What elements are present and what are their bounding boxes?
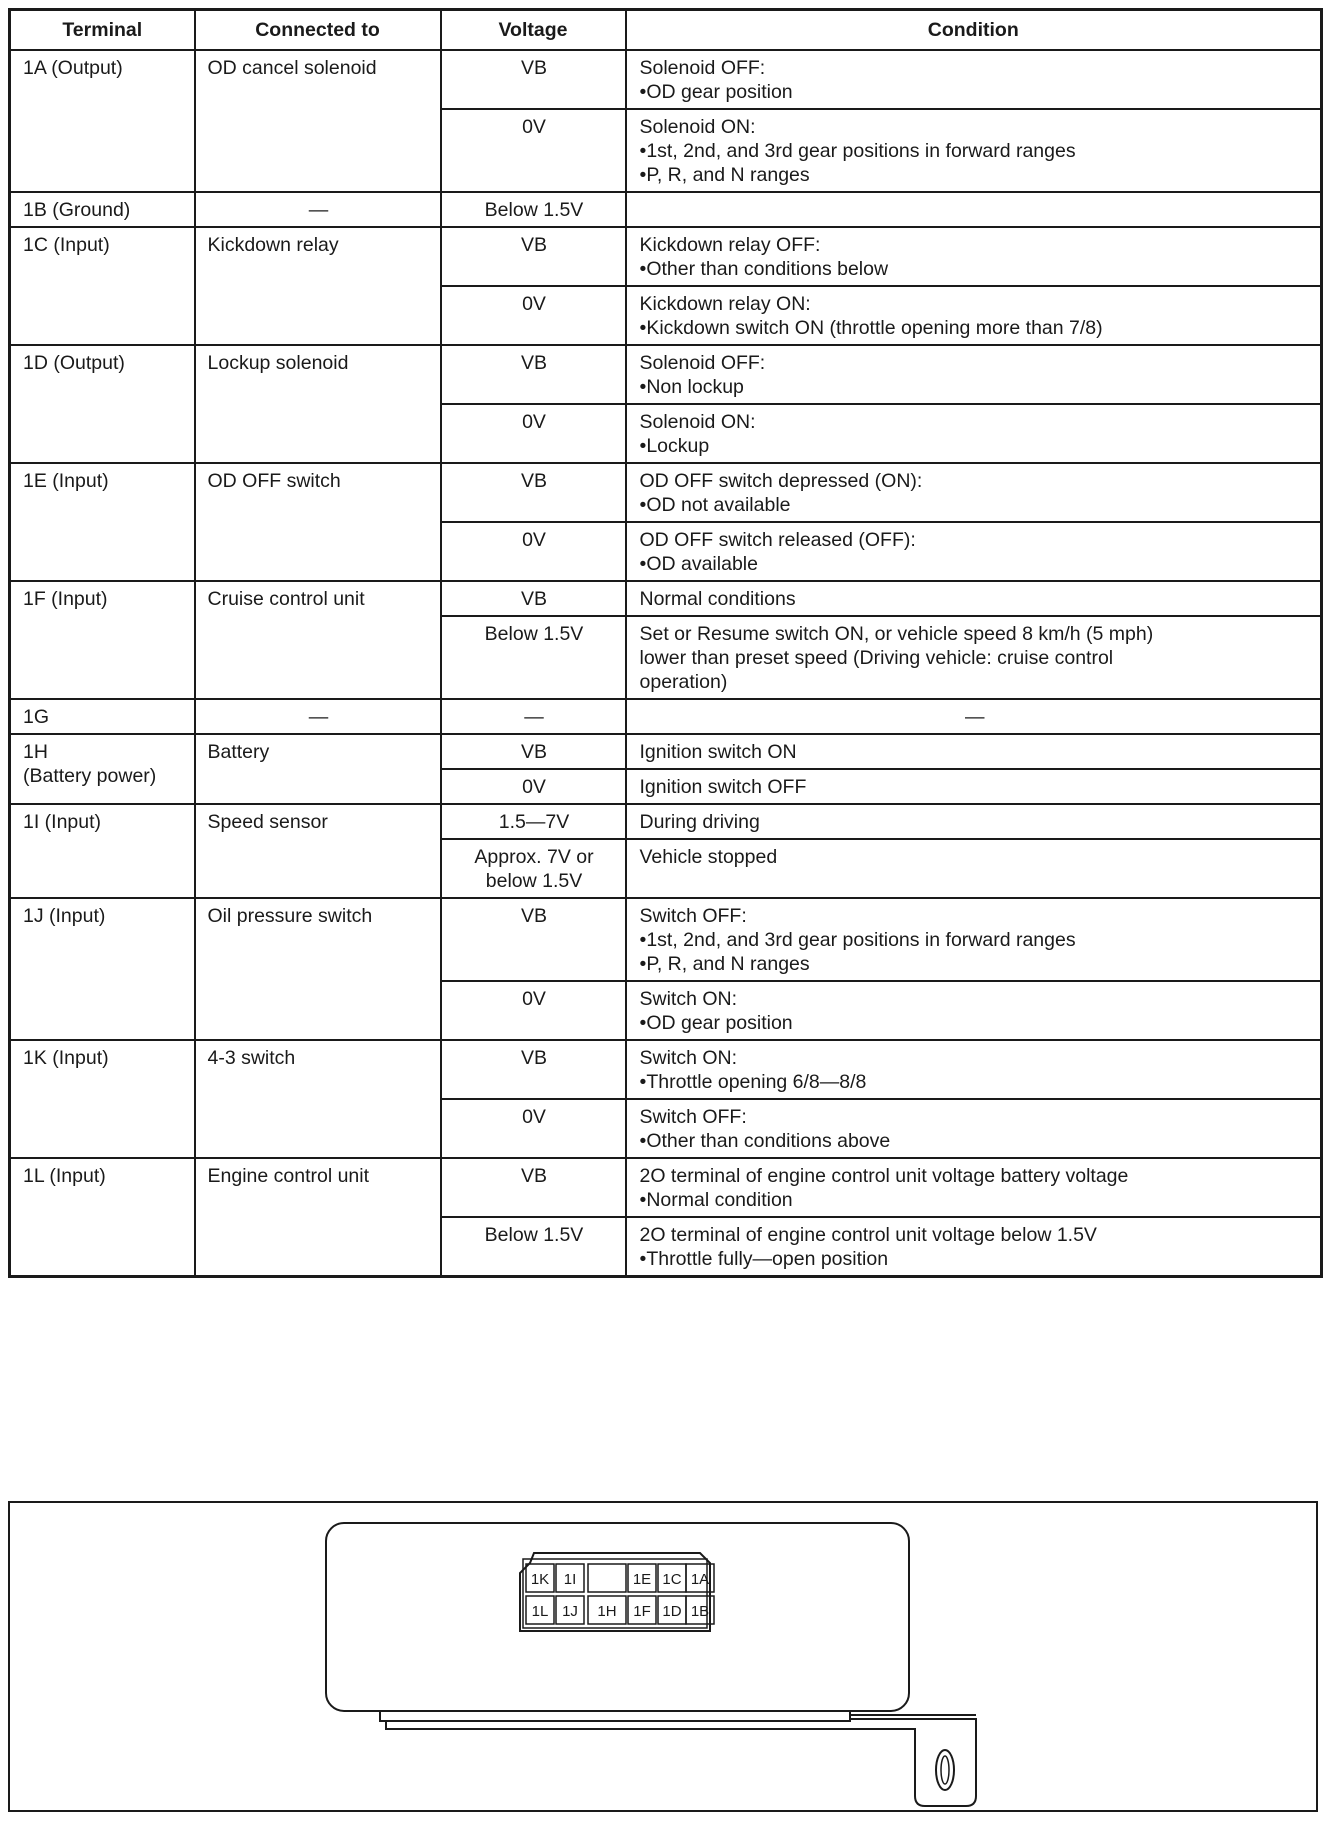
condition-line: Set or Resume switch ON, or vehicle speed 8 km/h (5 mph) [639,623,1154,645]
cell-condition [626,769,1322,804]
cell-voltage: VB [441,463,626,522]
cell-connected-to: Battery [195,734,441,804]
cell-connected-to: OD cancel solenoid [195,50,441,192]
condition-line: •Normal condition [639,1189,793,1211]
condition-line: 2O terminal of engine control unit voltage battery voltage [639,1165,1129,1187]
cell-terminal: 1E (Input) [10,463,195,581]
cell-voltage: VB [441,1040,626,1099]
condition-line: Solenoid ON: [639,411,756,433]
unit-housing [326,1523,909,1711]
cell-voltage: — [441,699,626,734]
cell-condition [626,1099,1322,1158]
cell-connected-to: Kickdown relay [195,227,441,345]
cell-terminal: 1G [10,699,195,734]
condition-line: •Other than conditions below [639,258,889,280]
condition-line: •Kickdown switch ON (throttle opening more than 7/8) [639,317,1103,339]
table-row [10,1158,1322,1217]
table-row [10,192,1322,227]
cell-voltage: Below 1.5V [441,616,626,699]
connector-pin [588,1564,626,1592]
cell-condition [626,1040,1322,1099]
table-header-row [10,10,1322,51]
condition-line: •1st, 2nd, and 3rd gear positions in forward ranges [639,929,1076,951]
cell-voltage: 0V [441,404,626,463]
cell-terminal: 1I (Input) [10,804,195,898]
cell-terminal: 1F (Input) [10,581,195,699]
mounting-bracket [380,1711,850,1721]
condition-line: Switch OFF: [639,905,747,927]
pin-label: 1H [597,1603,617,1620]
cell-voltage: 0V [441,1099,626,1158]
cell-condition [626,981,1322,1040]
condition-line: operation) [639,671,728,693]
cell-terminal: 1J (Input) [10,898,195,1040]
cell-condition [626,227,1322,286]
cell-connected-to: OD OFF switch [195,463,441,581]
cell-voltage: Below 1.5V [441,1217,626,1277]
condition-line: OD OFF switch depressed (ON): [639,470,923,492]
condition-line: •1st, 2nd, and 3rd gear positions in forward ranges [639,140,1076,162]
cell-terminal: 1D (Output) [10,345,195,463]
cell-terminal: 1C (Input) [10,227,195,345]
condition-line: •OD available [639,553,758,575]
table-row [10,1040,1322,1099]
cell-condition [626,404,1322,463]
cell-condition [626,463,1322,522]
pin-label: 1J [562,1603,578,1620]
cell-connected-to: Speed sensor [195,804,441,898]
cell-voltage: 0V [441,109,626,192]
cell-voltage: VB [441,734,626,769]
condition-line: Solenoid OFF: [639,352,766,374]
table-row [10,50,1322,109]
cell-condition [626,734,1322,769]
cell-connected-to: Cruise control unit [195,581,441,699]
cell-terminal: 1A (Output) [10,50,195,192]
condition-line: OD OFF switch released (OFF): [639,529,916,551]
cell-condition [626,839,1322,898]
pin-label: 1F [633,1603,651,1620]
cell-voltage: 0V [441,981,626,1040]
cell-connected-to: Oil pressure switch [195,898,441,1040]
condition-line: •P, R, and N ranges [639,953,810,975]
cell-connected-to: — [195,699,441,734]
cell-condition [626,286,1322,345]
cell-condition [626,616,1322,699]
cell-voltage: VB [441,50,626,109]
condition-line: Normal conditions [639,588,796,610]
cell-voltage: VB [441,898,626,981]
condition-line: Kickdown relay ON: [639,293,811,315]
cell-terminal: 1B (Ground) [10,192,195,227]
condition-line: Kickdown relay OFF: [639,234,821,256]
pin-label: 1D [662,1603,682,1620]
condition-line: Solenoid OFF: [639,57,766,79]
cell-condition [626,581,1322,616]
cell-connected-to: 4-3 switch [195,1040,441,1158]
cell-connected-to: Lockup solenoid [195,345,441,463]
table-body [10,50,1322,1277]
connector-diagram [8,1501,1318,1812]
control-unit-drawing [10,1503,1320,1814]
cell-terminal: 1H (Battery power) [10,734,195,804]
pin-label: 1B [690,1603,710,1620]
pin-label: 1I [563,1571,577,1588]
table-row [10,898,1322,981]
table-row [10,804,1322,839]
header-connected-to: Connected to [195,10,441,51]
cell-condition [626,522,1322,581]
table-row [10,227,1322,286]
condition-line: Switch ON: [639,1047,738,1069]
cell-condition [626,1158,1322,1217]
condition-line: •Non lockup [639,376,744,398]
condition-line: •Throttle fully—open position [639,1248,889,1270]
cell-condition [626,804,1322,839]
cell-terminal: 1L (Input) [10,1158,195,1277]
cell-condition [626,1217,1322,1277]
cell-voltage: VB [441,581,626,616]
cell-voltage: Approx. 7V or below 1.5V [441,839,626,898]
cell-terminal: 1K (Input) [10,1040,195,1158]
cell-condition [626,345,1322,404]
cell-condition [626,109,1322,192]
cell-connected-to: Engine control unit [195,1158,441,1277]
table-row [10,581,1322,616]
pin-label: 1C [662,1571,682,1588]
condition-line: •OD not available [639,494,791,516]
condition-line: Ignition switch ON [639,741,797,763]
cell-condition [626,192,1322,227]
condition-line: •Other than conditions above [639,1130,891,1152]
condition-line: lower than preset speed (Driving vehicle: cruise control [639,647,1114,669]
cell-voltage: VB [441,345,626,404]
cell-condition: — [626,699,1322,734]
pin-label: 1K [530,1571,550,1588]
bracket-arm [386,1719,976,1806]
cell-voltage: 0V [441,286,626,345]
header-terminal: Terminal [10,10,195,51]
cell-condition [626,50,1322,109]
cell-voltage: 0V [441,522,626,581]
header-condition: Condition [626,10,1322,51]
condition-line: Switch ON: [639,988,738,1010]
terminal-spec-table [8,8,1323,1278]
condition-line: •Lockup [639,435,710,457]
pin-label: 1E [632,1571,652,1588]
header-voltage: Voltage [441,10,626,51]
condition-line: Solenoid ON: [639,116,756,138]
condition-line: •Throttle opening 6/8—8/8 [639,1071,867,1093]
connector-pins [526,1564,714,1624]
cell-voltage: 1.5—7V [441,804,626,839]
table-row [10,463,1322,522]
cell-condition [626,898,1322,981]
table-row [10,734,1322,769]
condition-line: Switch OFF: [639,1106,747,1128]
pin-label: 1A [690,1571,710,1588]
condition-line: During driving [639,811,760,833]
pin-label: 1L [531,1603,549,1620]
condition-line: 2O terminal of engine control unit voltage below 1.5V [639,1224,1097,1246]
condition-line: Ignition switch OFF [639,776,807,798]
condition-line: Vehicle stopped [639,846,778,868]
table-row [10,699,1322,734]
cell-voltage: VB [441,1158,626,1217]
condition-line: •OD gear position [639,81,793,103]
table-row [10,345,1322,404]
cell-voltage: 0V [441,769,626,804]
cell-connected-to: — [195,192,441,227]
condition-line: •P, R, and N ranges [639,164,810,186]
condition-line: •OD gear position [639,1012,793,1034]
cell-voltage: Below 1.5V [441,192,626,227]
cell-voltage: VB [441,227,626,286]
